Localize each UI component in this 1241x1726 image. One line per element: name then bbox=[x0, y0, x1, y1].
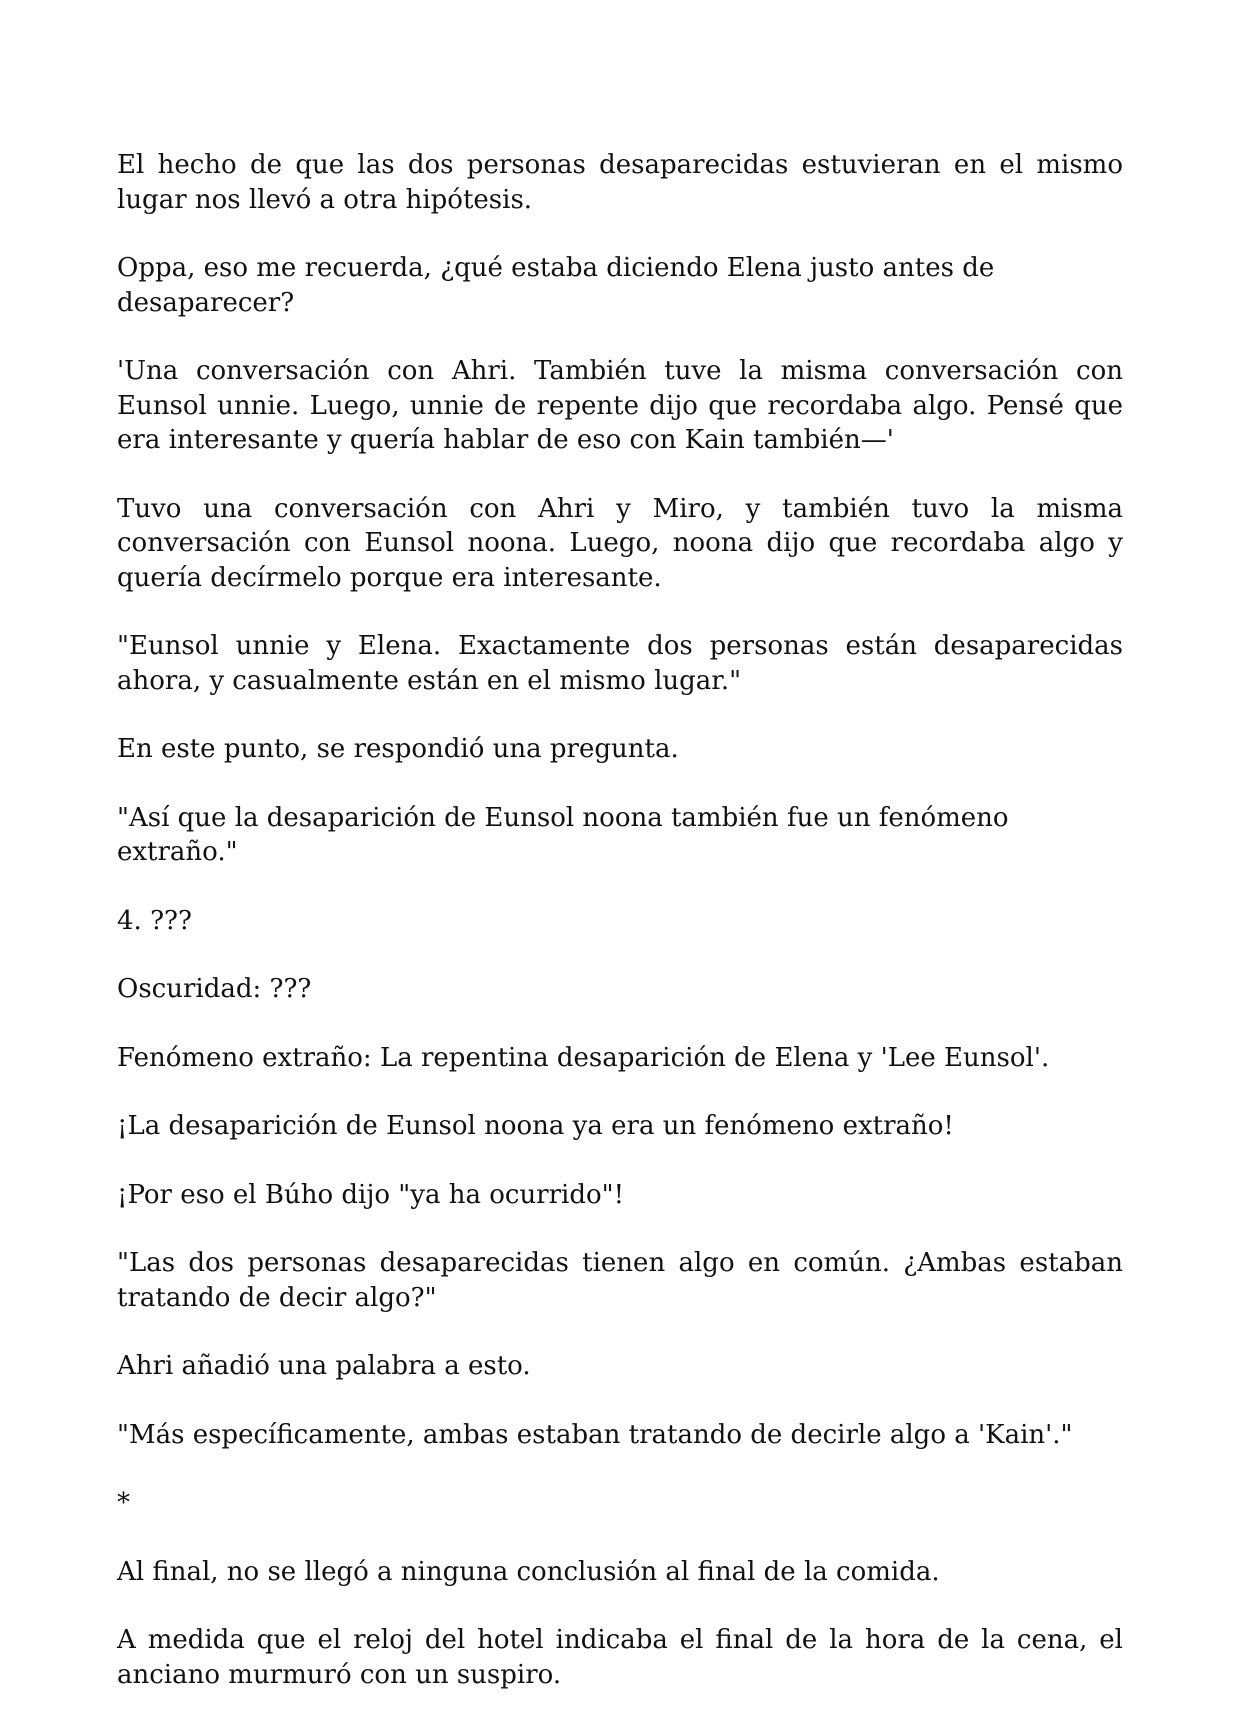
paragraph: 'Una conversación con Ahri. También tuve la misma conversación con Eunsol unnie. Luego, unnie de repente dijo que recordaba algo. Pensé que era interesante y quería hablar de eso con Kain también—' bbox=[117, 356, 1123, 455]
paragraph: El hecho de que las dos personas desaparecidas estuvieran en el mismo lugar nos llevó a otra hipótesis. bbox=[117, 150, 1123, 215]
paragraph: Oscuridad: ??? bbox=[117, 974, 312, 1004]
paragraph: "Así que la desaparición de Eunsol noona también fue un fenómeno extraño." bbox=[117, 802, 1009, 867]
scene-break: * bbox=[117, 1488, 130, 1518]
paragraph: Ahri añadió una palabra a esto. bbox=[117, 1351, 531, 1381]
paragraph: A medida que el reloj del hotel indicaba el final de la hora de la cena, el anciano murmuró con un suspiro. bbox=[117, 1625, 1123, 1690]
paragraph: ¡La desaparición de Eunsol noona ya era un fenómeno extraño! bbox=[117, 1111, 954, 1141]
section-heading: 4. ??? bbox=[117, 905, 192, 936]
paragraph: ¡Por eso el Búho dijo "ya ha ocurrido"! bbox=[117, 1179, 625, 1210]
paragraph: "Más específicamente, ambas estaban tratando de decirle algo a 'Kain'." bbox=[117, 1419, 1073, 1450]
paragraph: "Las dos personas desaparecidas tienen algo en común. ¿Ambas estaban tratando de decir algo?" bbox=[117, 1248, 1123, 1313]
paragraph: Tuvo una conversación con Ahri y Miro, y también tuvo la misma conversación con Eunsol noona. Luego, noona dijo que recordaba algo y quería decírmelo porque era interesante. bbox=[117, 493, 1123, 593]
document-body bbox=[117, 148, 1123, 1726]
paragraph: "Eunsol unnie y Elena. Exactamente dos personas están desaparecidas ahora, y casualmente están en el mismo lugar." bbox=[117, 631, 1123, 696]
paragraph: Al final, no se llegó a ninguna conclusión al final de la comida. bbox=[117, 1556, 940, 1587]
paragraph: Fenómeno extraño: La repentina desaparición de Elena y 'Lee Eunsol'. bbox=[117, 1042, 1050, 1073]
paragraph: En este punto, se respondió una pregunta. bbox=[117, 734, 679, 764]
paragraph: Oppa, eso me recuerda, ¿qué estaba diciendo Elena justo antes de desaparecer? bbox=[117, 253, 995, 318]
